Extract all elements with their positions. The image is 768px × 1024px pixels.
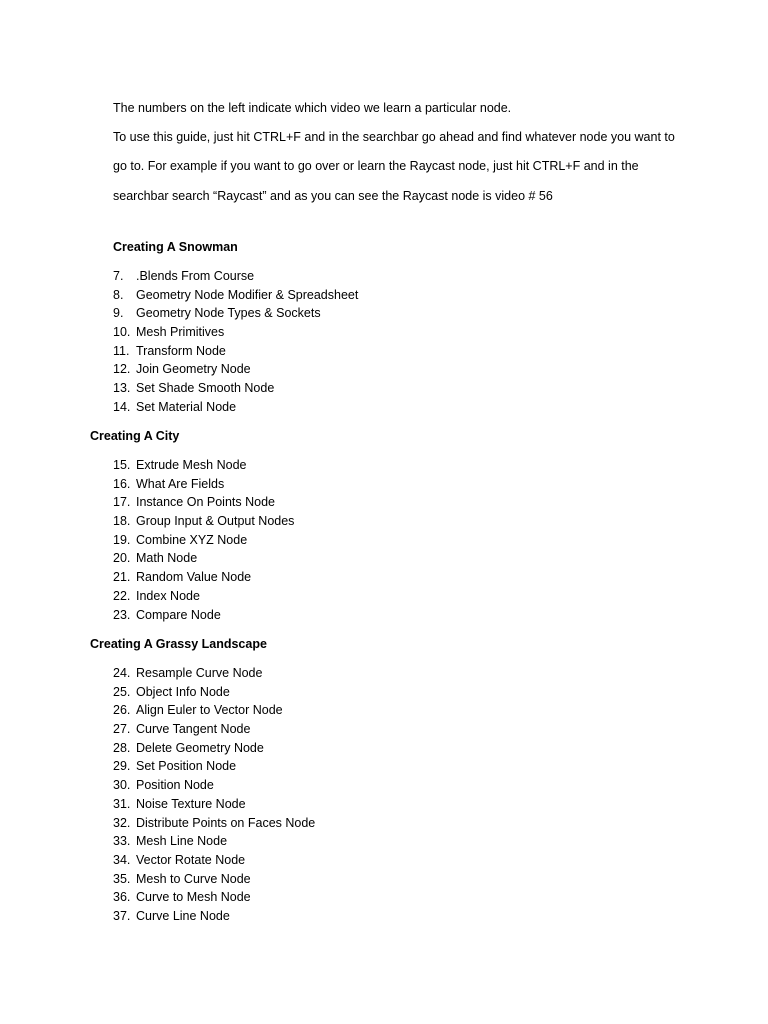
list-item <box>113 379 358 398</box>
list-item-number: 31. <box>113 796 131 811</box>
list-item-label: Curve Tangent Node <box>136 722 251 737</box>
list-item-number: 36. <box>113 890 131 905</box>
list-item <box>113 512 294 531</box>
list-item <box>113 795 315 814</box>
grassy-landscape-list <box>113 664 315 926</box>
list-item <box>113 739 315 758</box>
list-item-number: 30. <box>113 778 131 793</box>
snowman-list <box>113 267 358 417</box>
list-item <box>113 587 294 606</box>
list-item-label: Align Euler to Vector Node <box>136 703 283 718</box>
list-item-number: 33. <box>113 834 131 849</box>
list-item-number: 27. <box>113 722 131 737</box>
list-item <box>113 683 315 702</box>
list-item-label: Extrude Mesh Node <box>136 458 247 472</box>
list-item-label: Mesh to Curve Node <box>136 871 251 886</box>
list-item-label: Curve Line Node <box>136 908 230 923</box>
list-item-label: Delete Geometry Node <box>136 740 264 755</box>
list-item-label: Join Geometry Node <box>136 362 251 377</box>
list-item <box>113 493 294 512</box>
list-item-label: .Blends From Course <box>136 269 255 283</box>
list-item-number: 24. <box>113 666 131 680</box>
list-item-label: Position Node <box>136 778 214 793</box>
list-item <box>113 757 315 776</box>
list-item <box>113 720 315 739</box>
list-item-label: Compare Node <box>136 607 221 622</box>
section-heading-snowman: Creating A Snowman <box>113 240 238 254</box>
list-item-number: 17. <box>113 495 131 510</box>
list-item <box>113 870 315 889</box>
list-item-label: Distribute Points on Faces Node <box>136 815 316 830</box>
list-item-number: 9. <box>113 306 124 321</box>
list-item-number: 18. <box>113 514 131 529</box>
list-item <box>113 664 315 683</box>
list-item-number: 25. <box>113 684 131 699</box>
list-item-label: Object Info Node <box>136 684 230 699</box>
list-item-label: Curve to Mesh Node <box>136 890 251 905</box>
list-item-number: 10. <box>113 325 131 340</box>
list-item-label: Math Node <box>136 551 198 566</box>
list-item <box>113 701 315 720</box>
list-item-number: 23. <box>113 607 131 622</box>
list-item-number: 7. <box>113 269 124 283</box>
list-item <box>113 360 358 379</box>
list-item-number: 29. <box>113 759 131 774</box>
list-item-label: Transform Node <box>136 343 226 358</box>
list-item-number: 14. <box>113 399 131 414</box>
list-item-label: Geometry Node Modifier & Spreadsheet <box>136 287 359 302</box>
list-item-number: 22. <box>113 588 131 603</box>
list-item-number: 16. <box>113 476 131 491</box>
list-item <box>113 323 358 342</box>
list-item-label: What Are Fields <box>136 476 225 491</box>
list-item-number: 8. <box>113 287 124 302</box>
list-item-number: 11. <box>113 343 130 358</box>
intro-paragraph <box>113 94 713 211</box>
list-item <box>113 907 315 926</box>
list-item <box>113 888 315 907</box>
list-item <box>113 286 358 305</box>
list-item-label: Noise Texture Node <box>136 796 246 811</box>
list-item-label: Combine XYZ Node <box>136 532 248 547</box>
list-item-label: Mesh Line Node <box>136 834 228 849</box>
list-item-number: 26. <box>113 703 131 718</box>
section-heading-grassy-landscape: Creating A Grassy Landscape <box>90 637 267 651</box>
list-item <box>113 531 294 550</box>
list-item <box>113 456 294 475</box>
list-item <box>113 475 294 494</box>
list-item-number: 20. <box>113 551 131 566</box>
list-item-number: 37. <box>113 908 131 923</box>
list-item-label: Group Input & Output Nodes <box>136 514 295 529</box>
list-item <box>113 814 315 833</box>
list-item-number: 34. <box>113 852 131 867</box>
list-item <box>113 776 315 795</box>
list-item-number: 13. <box>113 381 131 396</box>
list-item-label: Geometry Node Types & Sockets <box>136 306 321 321</box>
intro-line-2: To use this guide, just hit CTRL+F and in the searchbar go ahead and find whatever node you want to <box>113 130 675 145</box>
list-item-label: Instance On Points Node <box>136 495 275 510</box>
intro-line-1: The numbers on the left indicate which video we learn a particular node. <box>113 101 512 115</box>
list-item-label: Random Value Node <box>136 570 252 585</box>
list-item-label: Resample Curve Node <box>136 666 263 680</box>
city-list <box>113 456 294 624</box>
list-item-number: 28. <box>113 740 131 755</box>
list-item-label: Index Node <box>136 588 200 603</box>
list-item <box>113 304 358 323</box>
list-item-number: 32. <box>113 815 131 830</box>
list-item <box>113 549 294 568</box>
section-heading-city: Creating A City <box>90 429 180 443</box>
list-item-number: 19. <box>113 532 131 547</box>
list-item-label: Vector Rotate Node <box>136 852 246 867</box>
intro-line-4: searchbar search “Raycast” and as you can see the Raycast node is video # 56 <box>113 188 553 203</box>
list-item <box>113 342 358 361</box>
list-item <box>113 267 358 286</box>
intro-line-3: go to. For example if you want to go over or learn the Raycast node, just hit CTRL+F and in the <box>113 159 639 174</box>
list-item-label: Set Shade Smooth Node <box>136 381 275 396</box>
list-item <box>113 606 294 625</box>
list-item <box>113 832 315 851</box>
list-item-label: Mesh Primitives <box>136 325 225 340</box>
list-item-label: Set Material Node <box>136 399 237 414</box>
list-item-number: 21. <box>113 570 131 585</box>
list-item-number: 12. <box>113 362 131 377</box>
list-item <box>113 568 294 587</box>
list-item <box>113 398 358 417</box>
list-item-number: 35. <box>113 871 131 886</box>
list-item <box>113 851 315 870</box>
list-item-number: 15. <box>113 458 131 472</box>
list-item-label: Set Position Node <box>136 759 237 774</box>
